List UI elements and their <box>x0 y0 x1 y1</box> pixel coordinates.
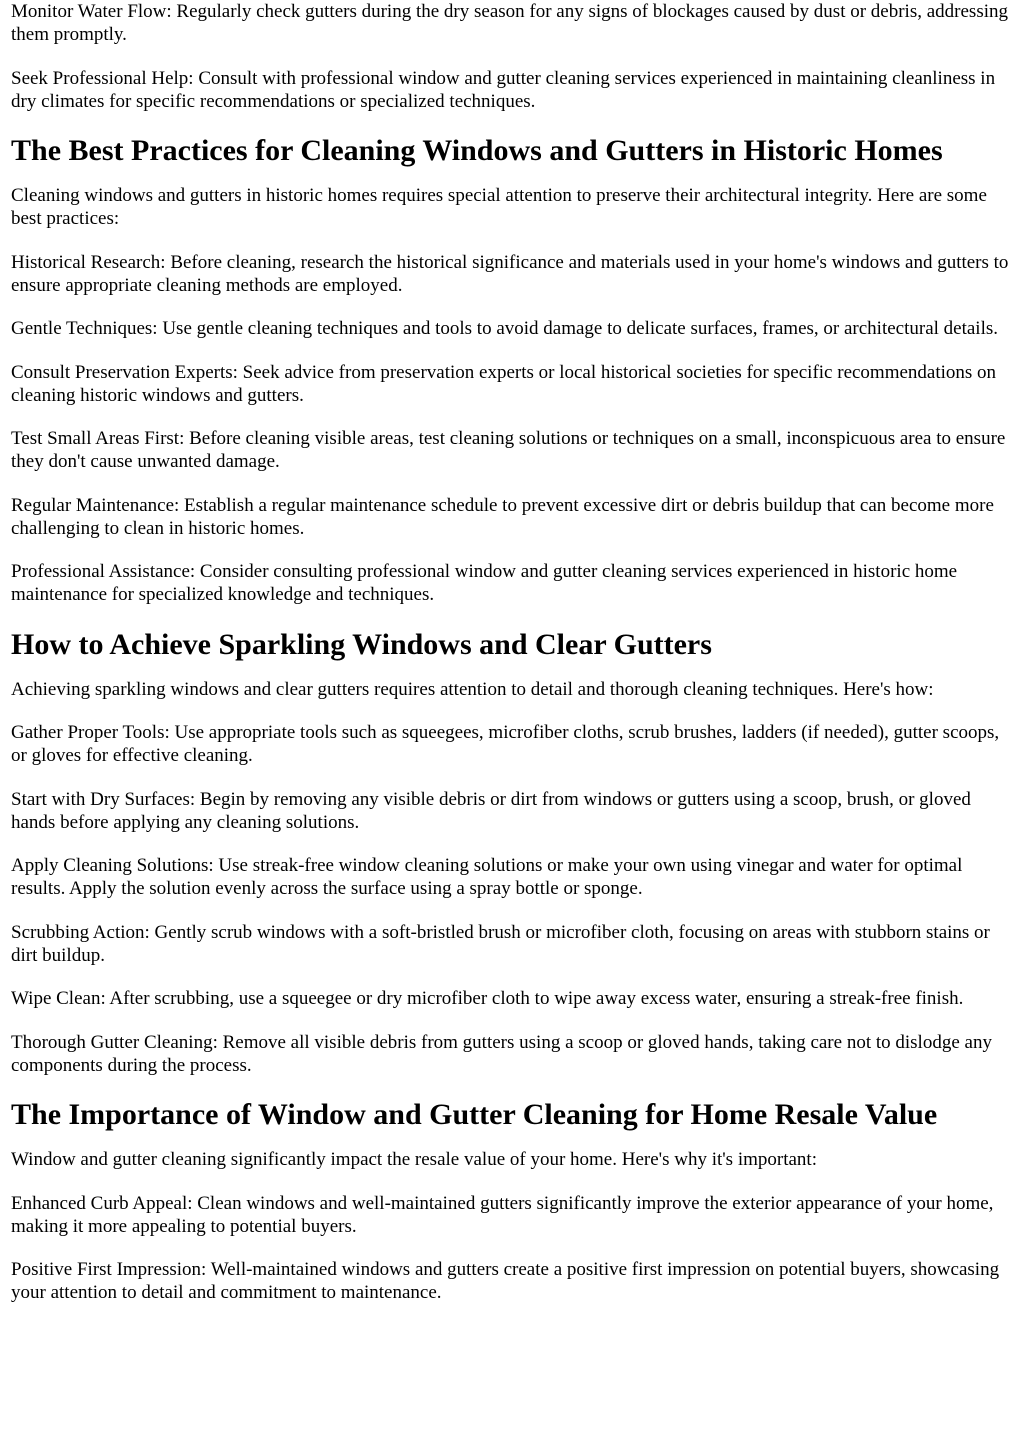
section-paragraph: Consult Preservation Experts: Seek advice from preservation experts or local historical societies for specific recommendations on cleaning historic windows and gutters. <box>11 361 997 406</box>
section-paragraph: Gentle Techniques: Use gentle cleaning techniques and tools to avoid damage to delicate surfaces, frames, or architectural details. <box>11 318 999 339</box>
section-paragraph: Window and gutter cleaning significantly impact the resale value of your home. Here's why it's important: <box>11 1149 817 1170</box>
section-paragraph: Gather Proper Tools: Use appropriate tools such as squeegees, microfiber cloths, scrub brushes, ladders (if needed), gutter scoops, or gloves for effective cleaning. <box>11 722 1000 766</box>
section-heading: How to Achieve Sparkling Windows and Clear Gutters <box>11 627 712 661</box>
section-paragraph: Regular Maintenance: Establish a regular maintenance schedule to prevent excessive dirt or debris buildup that can become more challenging to clean in historic homes. <box>11 494 994 539</box>
section-paragraph: Wipe Clean: After scrubbing, use a squeegee or dry microfiber cloth to wipe away excess water, ensuring a streak-free finish. <box>11 988 964 1009</box>
section-paragraph: Enhanced Curb Appeal: Clean windows and well-maintained gutters significantly improve the exterior appearance of your home, making it more appealing to potential buyers. <box>11 1192 994 1237</box>
section-paragraph: Achieving sparkling windows and clear gutters requires attention to detail and thorough cleaning techniques. Here's how: <box>11 678 934 700</box>
section-paragraph: Cleaning windows and gutters in historic homes requires special attention to preserve their architectural integrity. Here are some best practices: <box>11 185 987 229</box>
section-paragraph: Thorough Gutter Cleaning: Remove all visible debris from gutters using a scoop or gloved hands, taking care not to dislodge any components during the process. <box>11 1031 992 1076</box>
section-paragraph: Historical Research: Before cleaning, research the historical significance and materials used in your home's windows and gutters to ensure appropriate cleaning methods are employed. <box>11 251 1009 296</box>
section-paragraph: Start with Dry Surfaces: Begin by removing any visible debris or dirt from windows or gutters using a scoop, brush, or gloved hands before applying any cleaning solutions. <box>11 788 971 833</box>
section-resale-value <box>11 1097 1014 1304</box>
section-paragraph: Positive First Impression: Well-maintained windows and gutters create a positive first impression on potential buyers, showcasing your attention to detail and commitment to maintenance. <box>11 1259 1000 1303</box>
intro-paragraph: Monitor Water Flow: Regularly check gutters during the dry season for any signs of blockages caused by dust or debris, addressing them promptly. <box>11 1 1008 45</box>
intro-paragraph: Seek Professional Help: Consult with professional window and gutter cleaning services experienced in maintaining cleanliness in dry climates for specific recommendations or specialized techniques. <box>11 67 996 112</box>
section-historic-homes <box>11 133 1014 606</box>
section-heading: The Best Practices for Cleaning Windows and Gutters in Historic Homes <box>11 134 943 167</box>
section-paragraph: Test Small Areas First: Before cleaning visible areas, test cleaning solutions or techniques on a small, inconspicuous area to ensure they don't cause unwanted damage. <box>11 428 1006 472</box>
section-paragraph: Professional Assistance: Consider consulting professional window and gutter cleaning services experienced in historic home maintenance for specialized knowledge and techniques. <box>11 561 958 605</box>
section-paragraph: Scrubbing Action: Gently scrub windows with a soft-bristled brush or microfiber cloth, focusing on areas with stubborn stains or dirt buildup. <box>11 921 990 966</box>
section-heading: The Importance of Window and Gutter Cleaning for Home Resale Value <box>11 1098 938 1131</box>
section-paragraph: Apply Cleaning Solutions: Use streak-free window cleaning solutions or make your own using vinegar and water for optimal results. Apply the solution evenly across the surface using a spray bottle or sponge. <box>11 855 963 899</box>
section-sparkling-windows <box>11 627 1014 1077</box>
